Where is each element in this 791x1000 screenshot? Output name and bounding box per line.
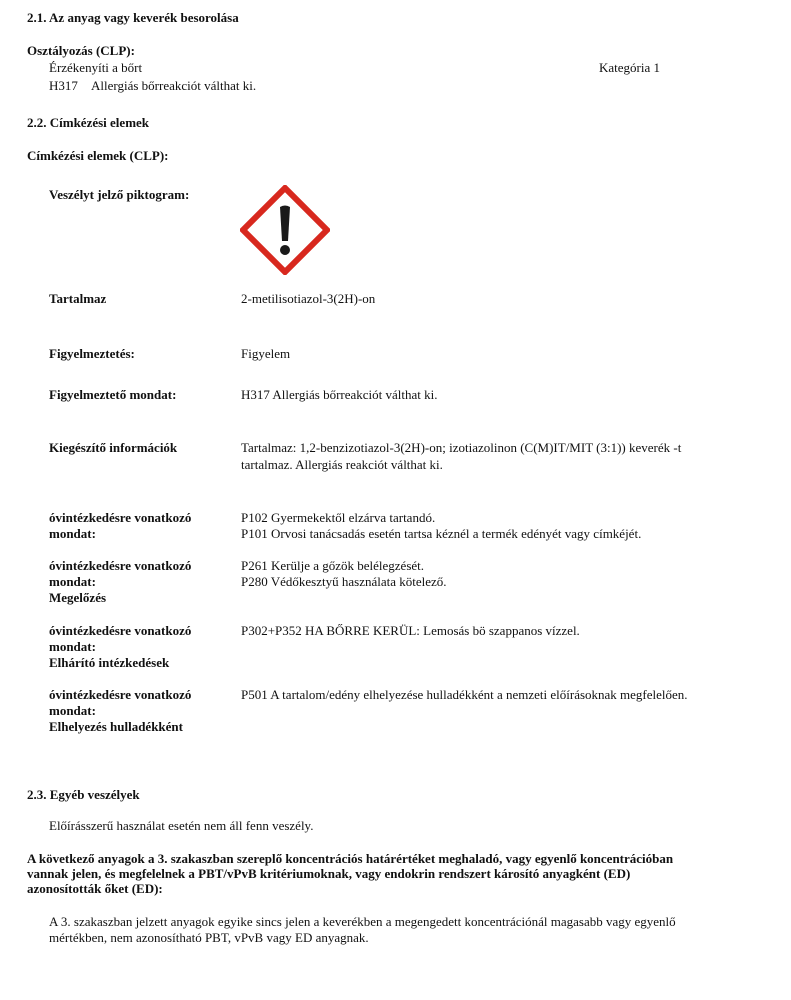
- precautionary-label: óvintézkedésre vonatkozó: [49, 623, 192, 638]
- precautionary-statement: P501 A tartalom/edény elhelyezése hulladékként a nemzeti előírásoknak megfelelően.: [241, 687, 688, 702]
- precautionary-category: Elhárító intézkedések: [49, 655, 170, 670]
- pictogram-label: Veszélyt jelző piktogram:: [49, 187, 190, 202]
- precautionary-statement: P280 Védőkesztyű használata kötelező.: [241, 574, 447, 589]
- precautionary-label: óvintézkedésre vonatkozó: [49, 687, 192, 702]
- pbt-ed-statement-line: A következő anyagok a 3. szakaszban szereplő koncentrációs határértéket meghaladó, vagy egyenlő koncentrációban: [27, 851, 674, 866]
- precautionary-category: Elhelyezés hulladékként: [49, 719, 183, 734]
- hazard-statement-code: H317: [49, 78, 78, 93]
- hazard-class: Érzékenyíti a bőrt: [49, 60, 143, 75]
- contains-label: Tartalmaz: [49, 291, 107, 306]
- exclamation-mark-pictogram-icon: [240, 185, 330, 275]
- labelling-sub-heading: Címkézési elemek (CLP):: [27, 148, 169, 163]
- section-2-2-heading: 2.2. Címkézési elemek: [27, 115, 150, 130]
- signal-word-value: Figyelem: [241, 346, 291, 361]
- precautionary-statement: P101 Orvosi tanácsadás esetén tartsa kéznél a termék edényét vagy címkéjét.: [241, 526, 642, 541]
- contains-value: 2-metilisotiazol-3(2H)-on: [241, 291, 376, 306]
- pbt-ed-statement-line: azonosították őket (ED):: [27, 881, 163, 896]
- other-hazards-text: Előírásszerű használat esetén nem áll fenn veszély.: [49, 818, 314, 833]
- hazard-statement-text: Allergiás bőrreakciót válthat ki.: [91, 78, 257, 93]
- precautionary-label: mondat:: [49, 526, 96, 541]
- precautionary-statement: P302+P352 HA BŐRRE KERÜL: Lemosás bö szappanos vízzel.: [241, 623, 580, 638]
- classification-label: Osztályozás (CLP):: [27, 43, 135, 58]
- precautionary-label: óvintézkedésre vonatkozó: [49, 510, 192, 525]
- supplemental-info-line: Tartalmaz: 1,2-benzizotiazol-3(2H)-on; izotiazolinon (C(M)IT/MIT (3:1)) keverék -t: [241, 440, 682, 455]
- supplemental-info-label: Kiegészítő információk: [49, 440, 178, 455]
- precautionary-statement: P261 Kerülje a gőzök belélegzését.: [241, 558, 425, 573]
- hazard-statement-value: H317 Allergiás bőrreakciót válthat ki.: [241, 387, 438, 402]
- precautionary-label: mondat:: [49, 703, 96, 718]
- pbt-ed-note-line: mértékben, nem azonosítható PBT, vPvB vagy ED anyagnak.: [49, 930, 369, 945]
- precautionary-label: óvintézkedésre vonatkozó: [49, 558, 192, 573]
- hazard-category: Kategória 1: [599, 60, 661, 75]
- precautionary-statement: P102 Gyermekektől elzárva tartandó.: [241, 510, 436, 525]
- precautionary-label: mondat:: [49, 574, 96, 589]
- pbt-ed-note-line: A 3. szakaszban jelzett anyagok egyike sincs jelen a keverékben a megengedett koncentrációnál magasabb vagy egyenlő: [49, 914, 676, 929]
- signal-word-label: Figyelmeztetés:: [49, 346, 135, 361]
- hazard-statement-label: Figyelmeztető mondat:: [49, 387, 177, 402]
- supplemental-info-line: tartalmaz. Allergiás reakciót válthat ki.: [241, 457, 443, 472]
- section-2-3-heading: 2.3. Egyéb veszélyek: [27, 787, 140, 802]
- precautionary-label: mondat:: [49, 639, 96, 654]
- pbt-ed-statement-line: vannak jelen, és megfelelnek a PBT/vPvB kritériumoknak, vagy endokrin rendszert károsító anyagként (ED): [27, 866, 631, 881]
- section-2-1-heading: 2.1. Az anyag vagy keverék besorolása: [27, 10, 239, 25]
- precautionary-category: Megelőzés: [49, 590, 107, 605]
